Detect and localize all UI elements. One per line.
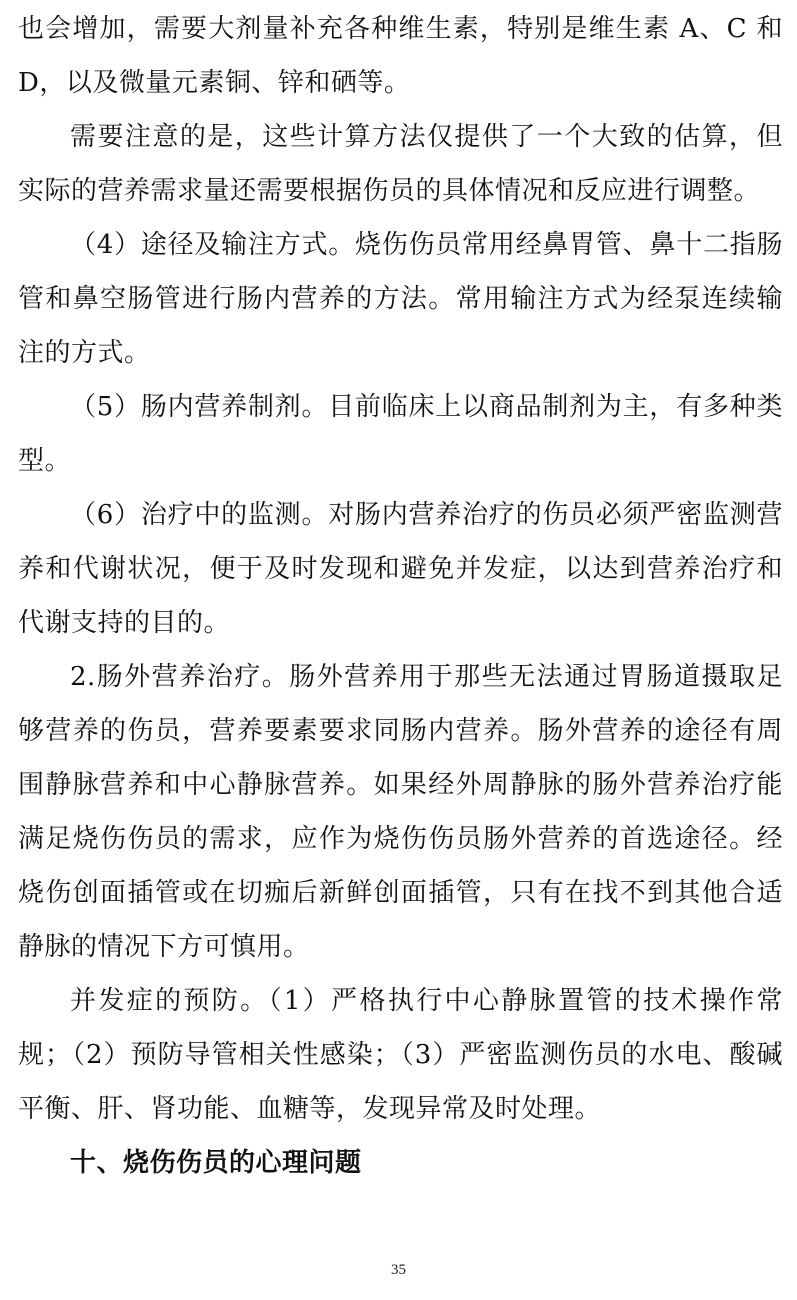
paragraph-estimate-note: 需要注意的是，这些计算方法仅提供了一个大致的估算，但实际的营养需求量还需要根据伤员的具体情况和反应进行调整。: [18, 122, 783, 206]
document-body: [18, 0, 783, 1190]
paragraph-enteral-preparations: （5）肠内营养制剂。目前临床上以商品制剂为主，有多种类型。: [18, 392, 783, 476]
paragraph-vitamins: 也会增加，需要大剂量补充各种维生素，特别是维生素 A、C 和 D，以及微量元素铜、锌和硒等。: [18, 14, 783, 98]
section-heading: 十、烧伤伤员的心理问题: [70, 1148, 362, 1178]
page-number: 35: [391, 1262, 406, 1278]
paragraph-route-infusion: （4）途径及输注方式。烧伤伤员常用经鼻胃管、鼻十二指肠管和鼻空肠管进行肠内营养的方法。常用输注方式为经泵连续输注的方式。: [18, 230, 783, 368]
paragraph-monitoring: （6）治疗中的监测。对肠内营养治疗的伤员必须严密监测营养和代谢状况，便于及时发现和避免并发症，以达到营养治疗和代谢支持的目的。: [18, 500, 783, 638]
paragraph-parenteral-nutrition: 2.肠外营养治疗。肠外营养用于那些无法通过胃肠道摄取足够营养的伤员，营养要素要求同肠内营养。肠外营养的途径有周围静脉营养和中心静脉营养。如果经外周静脉的肠外营养治疗能满足烧伤伤员的需求，应作为烧伤伤员肠外营养的首选途径。经烧伤创面插管或在切痂后新鲜创面插管，只有在找不到其他合适静脉的情况下方可慎用。: [18, 662, 783, 962]
paragraph-complication-prevention: 并发症的预防。（1）严格执行中心静脉置管的技术操作常规；（2）预防导管相关性感染；（3）严密监测伤员的水电、酸碱平衡、肝、肾功能、血糖等，发现异常及时处理。: [18, 986, 783, 1124]
